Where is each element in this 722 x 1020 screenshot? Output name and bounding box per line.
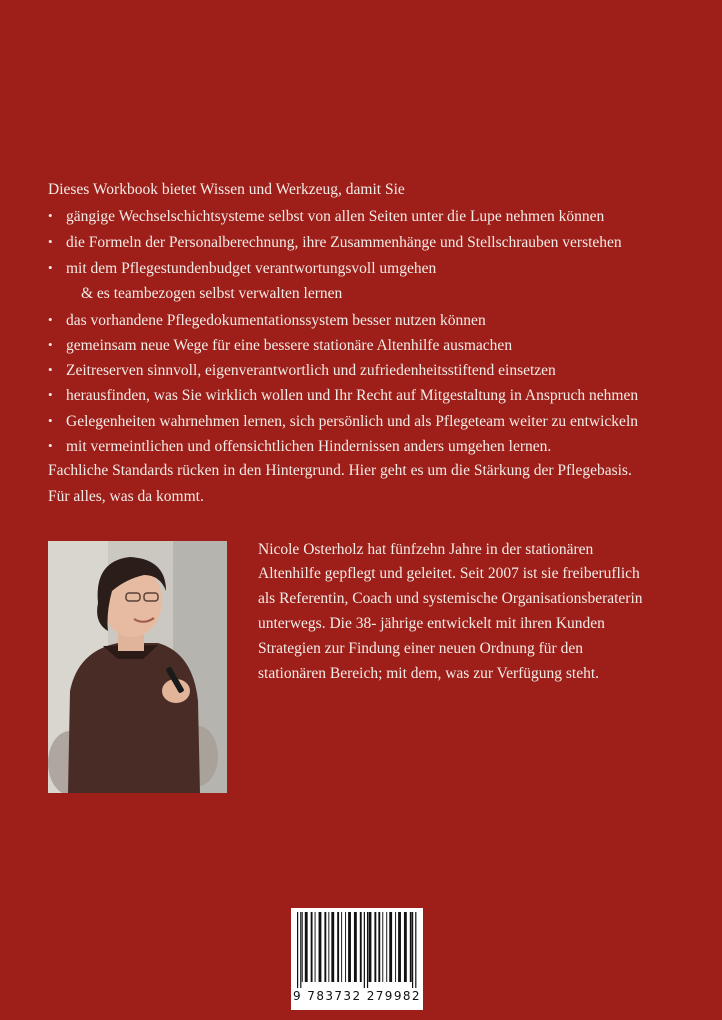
barcode-bar xyxy=(360,912,362,982)
bullet-text: herausfinden, was Sie wirklich wollen und Ihr Recht auf Mitgestaltung in Anspruch nehmen xyxy=(66,387,639,404)
bullet-item xyxy=(48,437,551,456)
bullet-item xyxy=(48,233,622,252)
barcode-bar xyxy=(404,912,407,982)
bullet-text: Gelegenheiten wahrnehmen lernen, sich persönlich und als Pflegeteam weiter zu entwickeln xyxy=(66,413,638,430)
barcode-bar xyxy=(345,912,346,982)
bullet-symbol: • xyxy=(48,208,53,223)
barcode-bar xyxy=(305,912,308,982)
bullet-text: Zeitreserven sinnvoll, eigenverantwortlich und zufriedenheitsstiftend einsetzen xyxy=(66,362,556,379)
barcode-guard-bar xyxy=(412,912,413,988)
barcode-bar xyxy=(328,912,329,982)
barcode-guard-bar xyxy=(367,912,368,988)
bullet-text: das vorhandene Pflegedokumentationssystem besser nutzen können xyxy=(66,312,486,329)
barcode-bar xyxy=(348,912,351,982)
bio-text: unterwegs. Die 38- jährige entwickelt mit ihren Kunden xyxy=(258,615,605,632)
bio-text: als Referentin, Coach und systemische Organisationsberaterin xyxy=(258,590,643,607)
barcode-bar xyxy=(369,912,372,982)
barcode-bar xyxy=(374,912,376,982)
author-photo xyxy=(48,541,227,793)
barcode-guard-bar xyxy=(415,912,416,988)
bullet-text: mit dem Pflegestundenbudget verantwortungsvoll umgehen xyxy=(66,260,437,277)
barcode-bar xyxy=(386,912,387,982)
bullet-symbol: • xyxy=(48,362,53,377)
barcode-guard-bar xyxy=(364,912,365,988)
bullet-item xyxy=(48,259,436,278)
bio-text: stationären Bereich; mit dem, was zur Verfügung steht. xyxy=(258,665,600,682)
bullet-text: gängige Wechselschichtsysteme selbst von allen Seiten unter die Lupe nehmen können xyxy=(66,208,605,225)
barcode-bar xyxy=(302,912,303,982)
bio-text: Altenhilfe gepflegt und geleitet. Seit 2007 ist sie freiberuflich xyxy=(258,565,640,582)
bullet-item xyxy=(48,412,638,431)
barcode-bar xyxy=(382,912,383,982)
bullet-text: mit vermeintlichen und offensichtlichen Hindernissen anders umgehen lernen. xyxy=(66,438,552,455)
barcode-bar xyxy=(398,912,401,982)
bullet-symbol: • xyxy=(48,337,53,352)
barcode-bar xyxy=(410,912,412,982)
closing-text: Für alles, was da kommt. xyxy=(48,488,204,505)
barcode-bar xyxy=(378,912,380,982)
bullet-item xyxy=(48,311,486,330)
barcode-bar xyxy=(337,912,339,982)
bullet-item xyxy=(48,336,512,355)
barcode-bar xyxy=(315,912,316,982)
bullet-symbol: • xyxy=(48,438,53,453)
isbn-number: 9 783732 279982 xyxy=(293,989,421,1003)
bullet-symbol: • xyxy=(48,387,53,402)
bullet-text: die Formeln der Personalberechnung, ihre Zusammenhänge und Stellschrauben verstehen xyxy=(66,234,622,251)
bullet-text: gemeinsam neue Wege für eine bessere stationäre Altenhilfe ausmachen xyxy=(66,337,513,354)
barcode xyxy=(291,908,423,1010)
barcode-bars xyxy=(291,908,423,988)
bio-text: Strategien zur Findung einer neuen Ordnung für den xyxy=(258,640,583,657)
barcode-bar xyxy=(311,912,313,982)
bullet-item xyxy=(48,207,604,226)
bullet-symbol: • xyxy=(48,260,53,275)
barcode-bar xyxy=(395,912,396,982)
barcode-bar xyxy=(354,912,357,982)
bullet-item xyxy=(48,361,556,380)
bullet-symbol: • xyxy=(48,234,53,249)
bullet-symbol: • xyxy=(48,312,53,327)
barcode-bar xyxy=(319,912,322,982)
barcode-bar xyxy=(341,912,342,982)
barcode-bar xyxy=(331,912,334,982)
barcode-guard-bar xyxy=(300,912,301,988)
intro-text: Dieses Workbook bietet Wissen und Werkzeug, damit Sie xyxy=(48,181,405,198)
barcode-bar xyxy=(324,912,326,982)
closing-text: Fachliche Standards rücken in den Hintergrund. Hier geht es um die Stärkung der Pflegebasis. xyxy=(48,462,632,479)
bullet-continuation-text: & es teambezogen selbst verwalten lernen xyxy=(81,285,343,302)
bullet-item xyxy=(48,386,638,405)
bio-text: Nicole Osterholz hat fünfzehn Jahre in der stationären xyxy=(258,541,594,558)
barcode-guard-bar xyxy=(297,912,298,988)
bullet-symbol: • xyxy=(48,413,53,428)
barcode-bar xyxy=(389,912,392,982)
